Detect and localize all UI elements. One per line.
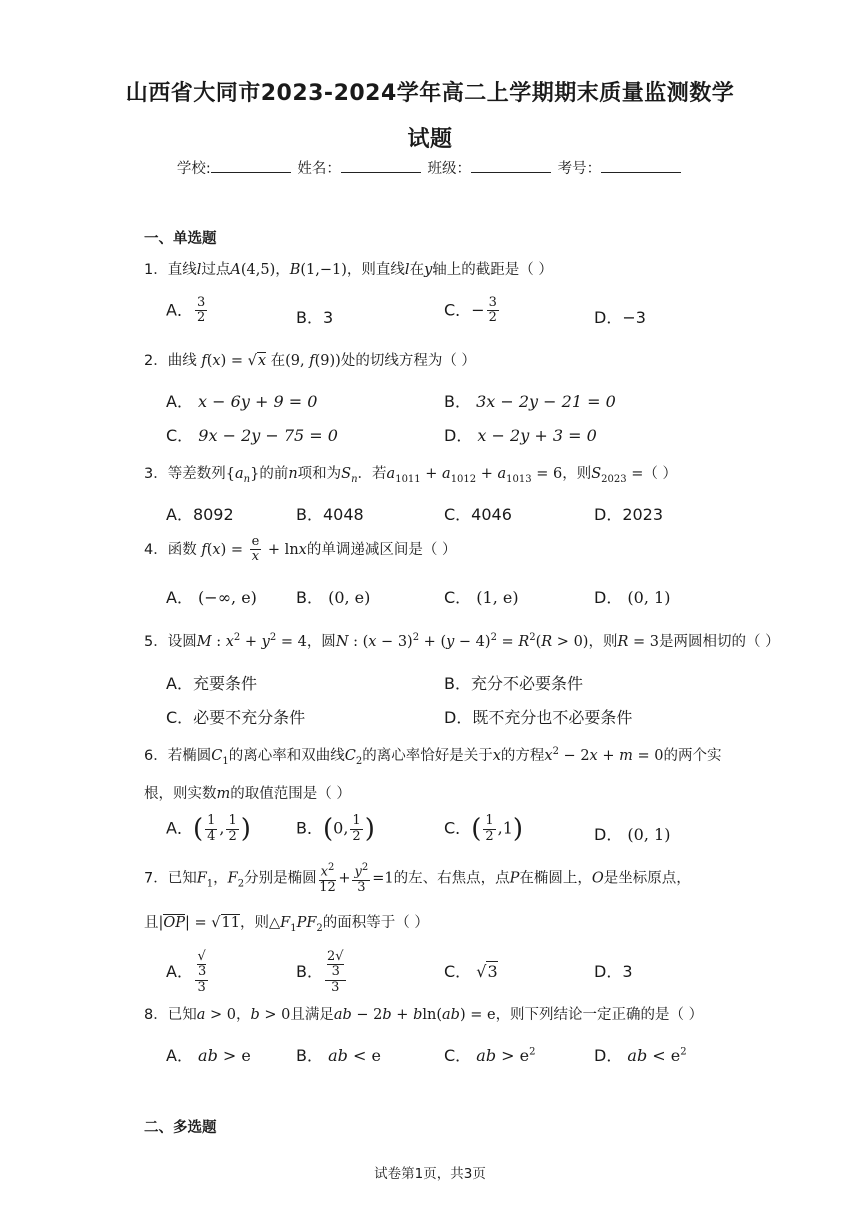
q8-option-c[interactable]: C． ab > $e^2$ [444,1046,536,1065]
q5-option-b[interactable]: B．充分不必要条件 [444,674,583,693]
class-label: 班级： [427,161,471,177]
q7-option-b[interactable]: B． 2√ 3 3 [296,949,344,995]
question-7-line2: 且|OP| = √11，则$\triangle F_1PF_2$的面积等于（ ） [144,915,429,934]
q5-option-d[interactable]: D．既不充分也不必要条件 [444,708,633,727]
section-single-choice: 一、单选题 [144,231,217,247]
student-info-line [0,157,860,178]
q8-option-b[interactable]: B． ab < e [296,1046,381,1065]
q7-option-c[interactable]: C． √3 [444,962,498,981]
q4-option-a[interactable]: A． (−∞, e) [166,588,257,607]
q2-option-c[interactable]: C． 9x − 2y − 75 = 0 [166,426,338,445]
q2-option-a[interactable]: A． x − 6y + 9 = 0 [166,392,318,411]
question-7: 7．已知$F_1$，$F_2$分别是椭圆 $\frac{x^2}{12}$ + $\frac{y^2}{3}$ =1的左、右焦点，点P在椭圆上，O是坐标原点， [144,862,691,895]
q8-option-d[interactable]: D． ab < $e^2$ [594,1046,687,1065]
q3-option-a[interactable]: A．8092 [166,505,234,524]
question-1: 1．直线l过点A(4,5)，B(1,−1)，则直线l在y轴上的截距是（ ） [144,262,553,278]
q6-option-d[interactable]: D． (0, 1) [594,825,671,844]
q1-option-b[interactable]: B．3 [296,308,334,327]
name-label: 姓名： [297,161,341,177]
q1-option-d[interactable]: D．−3 [594,308,646,327]
school-blank[interactable] [211,158,291,173]
q4-option-c[interactable]: C． (1, e) [444,588,519,607]
q6-option-a[interactable]: A．( $\frac{1}{4}$ , $\frac{1}{2}$ ) [166,813,251,844]
question-3: 3．等差数列$\{a_n\}$的前n项和为$S_n$．若$a_{1011} + a_{1012} + a_{1013} = 6$，则$S_{2023}$ =（ ） [144,466,677,485]
class-blank[interactable] [471,158,551,173]
school-label: 学校: [176,161,211,177]
q3-option-d[interactable]: D．2023 [594,505,664,524]
page-title: 山西省大同市2023-2024学年高二上学期期末质量监测数学 [125,81,735,106]
q7-option-a[interactable]: A． √ 3 3 [166,949,207,995]
page-title-line2: 试题 [407,127,453,152]
q3-option-b[interactable]: B．4048 [296,505,364,524]
question-4: 4．函数 f(x) = $\frac{e}{x}$ + lnx的单调递减区间是（ ） [144,534,457,565]
exam-no-label: 考号： [557,161,602,177]
question-2: 2．曲线 f(x) = √x 在(9, f(9))处的切线方程为（ ） [144,353,476,369]
q6-option-c[interactable]: C．( $\frac{1}{2}$ ,1) [444,813,524,844]
q3-option-c[interactable]: C．4046 [444,505,512,524]
q4-option-b[interactable]: B． (0, e) [296,588,371,607]
q6-option-b[interactable]: B．(0, $\frac{1}{2}$ ) [296,813,375,844]
q5-option-a[interactable]: A．充要条件 [166,674,257,693]
q7-option-d[interactable]: D．3 [594,962,633,981]
question-8: 8．已知a > 0，b > 0且满足ab − 2b + bln(ab) = e，则下列结论一定正确的是（ ） [144,1007,704,1023]
question-5: 5．设圆M : $x^2 + y^2 = 4$，圆N : $(x - 3)^2 + (y - 4)^2 = R^2(R > 0)$，则R = 3是两圆相切的（ ） [144,632,780,650]
page-footer: 试卷第1页，共3页 [374,1166,486,1182]
q1-option-a[interactable]: A． $\frac{3}{2}$ [166,295,206,326]
section-multiple-choice: 二、多选题 [144,1120,217,1136]
name-blank[interactable] [341,158,421,173]
question-6: 6．若椭圆$C_1$的离心率和双曲线$C_2$的离心率恰好是关于x的方程$x^2 - 2x + m = 0$的两个实 [144,746,722,767]
q1-option-c[interactable]: C．− $\frac{3}{2}$ [444,295,497,326]
exam-no-blank[interactable] [601,158,681,173]
q2-option-b[interactable]: B． 3x − 2y − 21 = 0 [444,392,616,411]
q2-option-d[interactable]: D． x − 2y + 3 = 0 [444,426,597,445]
q4-option-d[interactable]: D． (0, 1) [594,588,671,607]
q8-option-a[interactable]: A． ab > e [166,1046,251,1065]
q5-option-c[interactable]: C．必要不充分条件 [166,708,306,727]
question-6-line2: 根，则实数m的取值范围是（ ） [144,786,351,802]
